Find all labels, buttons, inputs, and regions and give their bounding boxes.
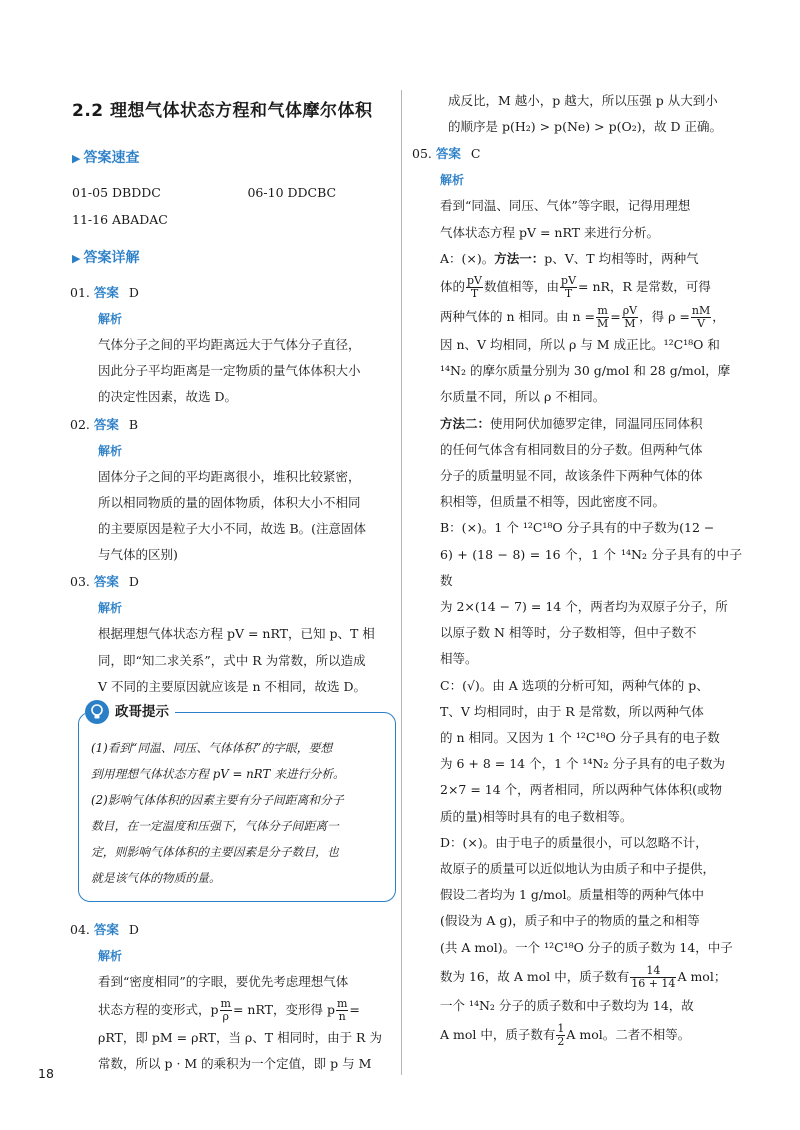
tip-line: (1)看到“同温、同压、气体体积”的字眼，要想 [91,741,333,756]
fraction: $\frac{m}{n}$ [336,997,348,1024]
question-04-analysis: 看到“密度相同”的字眼，要优先考虑理想气体 状态方程的变形式，p $\frac{m}{\rho}$ = nRT，变形得 p $\frac{m}{n}$ = ρRT，即 pM = ρRT，当 ρ、T 相同时，由于 R 为 常数，所以 p · M 的乘积为一个定值，即 p 与 M [98,974,382,1072]
lightbulb-icon [85,700,109,724]
question-01-analysis: 气体分子之间的平均距离远大于气体分子直径， 因此分子平均距离是一定物质的量气体体积大小 的决定性因素，故选 D。 [98,337,361,405]
column-divider [401,90,402,1075]
tip-box [78,704,396,902]
fraction: $\frac{pV}{T}$ [561,274,577,301]
question-03-header: 03. 答案 D [70,574,139,590]
tip-line: 数目，在一定温度和压强下，气体分子间距离一 [91,819,339,834]
question-05-analysis: 看到“同温、同压、气体”等字眼，记得用理想 气体状态方程 pV = nRT 来进行分析。 A：(×)。方法一：p、V、T 均相等时，两种气 体的 $\frac{pV}{T}$ 数值相等，由 $\frac{pV}{T}$ = nR，R 是常数，可得 两种气体的 n 相同。由 n = $\frac{m}{M}$ = $\frac{\rho V}{M}$ ，得 ρ = $\frac{nM}{V}$ ， 因 n、V 均相同，所以 ρ 与 M 成正比。¹²C¹⁸O 和 ¹⁴N₂ 的摩尔质量分别为 30 g/mol 和 28 g/mol，摩 尔质量不同，所以 ρ 不相同。 方法二：使用阿伏加德罗定律，同温同压同体积 的任何气体含有相同数目的分子数。但两种气体 分子的质量明显不同，故该条件下两种气体的体 积相等，但质量不相等，因此密度不同。 B：(×)。1 个 ¹²C¹⁸O 分子具有的中子数为(12 − 6) + (18 − 8) = 16 个，1 个 ¹⁴N₂ 分子具有的中子数 为 2×(14 − 7) = 14 个，两者均为双原子分子，所 以原子数 N 相等时，分子数相等，但中子数不 相等。 C：(√)。由 A 选项的分析可知，两种气体的 p、 T、V 均相同时，由于 R 是常数，所以两种气体 的 n 相同。又因为 1 个 ¹²C¹⁸O 分子具有的电子数 为 6 + 8 = 14 个，1 个 ¹⁴N₂ 分子具有的电子数为 2×7 = 14 个，两者相同，所以两种气体体积(或物 质的量)相等时具有的电子数相等。 D：(×)。由于电子的质量很小，可以忽略不计， 故原子的质量可以近似地认为由质子和中子提供， 假设二者均为 1 g/mol。质量相等的两种气体中 (假设为 A g)，质子和中子的物质的量之和相等 (共 A mol)。一个 ¹²C¹⁸O 分子的质子数为 14，中子 数为 16，故 A mol 中，质子数有 $\frac{14}{16 + 14}$ A mol； 一个 ¹⁴N₂ 分子的质子数和中子数均为 14，故 A mol 中，质子数有 $\frac{1}{2}$ A mol。二者不相等。 [440,198,742,1049]
quick-answer-table [72,179,392,233]
question-01-header: 01. 答案 D [70,285,139,300]
tip-line: 定，则影响气体体积的主要因素是分子数目，也 [91,845,339,860]
question-05-header: 05. 答案 C [412,146,481,162]
left-column [70,96,392,1078]
fraction: $\frac{pV}{T}$ [467,274,483,301]
analysis-label: 解析 [98,312,123,326]
question-03-analysis: 根据理想气体状态方程 pV = nRT，已知 p、T 相 同，即“知二求关系”，式中 R 为常数，所以造成 V 不同的主要原因就应该是 n 不相同，故选 D。 [98,626,375,694]
tip-line: (2)影响气体体积的因素主要有分子间距离和分子 [91,793,344,808]
triangle-icon: ▶ [72,252,81,265]
tip-label [85,699,175,725]
fraction: $\frac{\rho V}{M}$ [622,304,638,331]
quick-answer-heading: ▶ 答案速查 [72,150,140,166]
quick-answer-row [72,206,392,233]
quick-answer-cell: 01-05 DBDDC [72,185,161,200]
analysis-label: 解析 [98,949,123,964]
fraction: $\frac{m}{\rho}$ [220,997,231,1024]
fraction: $\frac{1}{2}$ [557,1022,565,1049]
quick-answer-row [72,179,392,206]
fraction: $\frac{m}{M}$ [596,304,609,331]
tip-line: 就是该气体的物质的量。 [91,871,221,886]
fraction: $\frac{14}{16 + 14}$ [631,963,676,990]
analysis-label: 解析 [98,443,123,458]
question-04-header: 04. 答案 D [70,922,139,938]
quick-answer-cell: 06-10 DDCBC [247,185,337,200]
analysis-label: 解析 [440,173,465,188]
quick-answer-cell: 11-16 ABADAC [72,212,168,227]
section-title: 2.2 理想气体状态方程和气体摩尔体积 [72,101,373,121]
right-column [412,88,742,1051]
tip-title: 政哥提示 [115,704,169,721]
fraction: $\frac{nM}{V}$ [691,304,711,331]
triangle-icon: ▶ [72,152,81,165]
detail-answer-heading: ▶ 答案详解 [72,250,140,266]
tip-line: 到用理想气体状态方程 pV = nRT 来进行分析。 [91,767,345,782]
question-02-analysis: 固体分子之间的平均距离很小，堆积比较紧密， 所以相同物质的量的固体物质，体积大小不相同 的主要原因是粒子大小不同，故选 B。(注意固体 与气体的区别) [98,468,367,563]
analysis-label: 解析 [98,601,123,616]
page-number: 18 [38,1066,54,1081]
question-04-continued: 成反比，M 越小，p 越大，所以压强 p 从大到小 的顺序是 p(H₂) > p(Ne) > p(O₂)，故 D 正确。 [448,93,723,135]
question-02-header: 02. 答案 B [70,416,139,432]
